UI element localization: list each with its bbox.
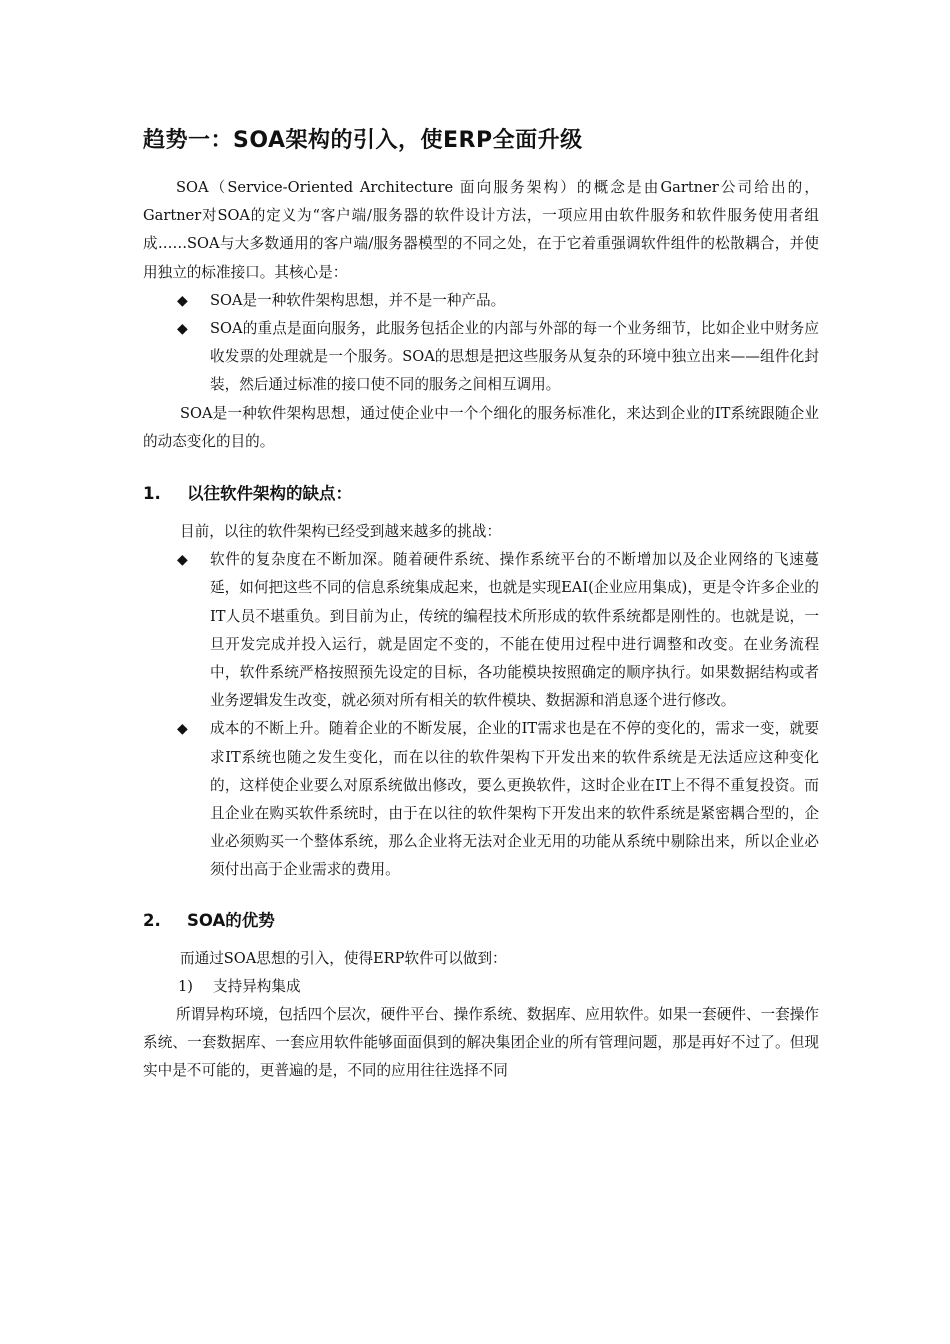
- list-item-text: SOA是一种软件架构思想，并不是一种产品。: [210, 291, 506, 309]
- section-1-heading: [143, 480, 819, 508]
- list-item: [143, 315, 819, 400]
- section-title: 以往软件架构的缺点：: [187, 484, 352, 504]
- section-1-bullet-list: [143, 546, 819, 884]
- numbered-item: [143, 973, 819, 1001]
- section-number: 1.: [143, 484, 161, 504]
- list-item: [143, 715, 819, 884]
- summary-paragraph: SOA是一种软件架构思想，通过使企业中一个个细化的服务标准化，来达到企业的IT系统跟随企业的动态变化的目的。: [143, 404, 819, 450]
- section-1-lead: 目前，以往的软件架构已经受到越来越多的挑战：: [180, 523, 502, 541]
- list-item: [143, 287, 819, 315]
- list-item-text: 成本的不断上升。随着企业的不断发展，企业的IT需求也是在不停的变化的，需求一变，就要求IT系统也随之发生变化，而在以往的软件架构下开发出来的软件系统是无法适应这种变化的，这样使企业要么对原系统做出修改，要么更换软件，这时企业在IT上不得不重复投资。而且企业在购买软件系统时，由于在以往的软件架构下开发出来的软件系统是紧密耦合型的，企业必须购买一个整体系统，那么企业将无法对企业无用的功能从系统中剔除出来，所以企业必须付出高于企业需求的费用。: [210, 720, 819, 879]
- section-2-paragraph: 所谓异构环境，包括四个层次，硬件平台、操作系统、数据库、应用软件。如果一套硬件、一套操作系统、一套数据库、一套应用软件能够面面俱到的解决集团企业的所有管理问题，那是再好不过了。但现实中是不可能的，更普遍的是，不同的应用往往选择不同: [143, 1006, 819, 1080]
- page-title: 趋势一：SOA架构的引入，使ERP全面升级: [143, 128, 583, 153]
- list-item-text: SOA的重点是面向服务，此服务包括企业的内部与外部的每一个业务细节，比如企业中财务应收发票的处理就是一个服务。SOA的思想是把这些服务从复杂的环境中独立出来——组件化封装，然后通过标准的接口使不同的服务之间相互调用。: [210, 320, 819, 394]
- item-label: 支持异构集成: [213, 977, 301, 995]
- diamond-bullet-icon: ◆: [177, 321, 188, 338]
- document-body: [143, 124, 819, 1086]
- section-2-lead: 而通过SOA思想的引入，使得ERP软件可以做到：: [180, 949, 507, 967]
- list-item-text: 软件的复杂度在不断加深。随着硬件系统、操作系统平台的不断增加以及企业网络的飞速蔓延，如何把这些不同的信息系统集成起来，也就是实现EAI(企业应用集成)，更是令许多企业的IT人员不堪重负。到目前为止，传统的编程技术所形成的软件系统都是刚性的。也就是说，一旦开发完成并投入运行，就是固定不变的，不能在使用过程中进行调整和改变。在业务流程中，软件系统严格按照预先设定的目标，各功能模块按照确定的顺序执行。如果数据结构或者业务逻辑发生改变，就必须对所有相关的软件模块、数据源和消息逐个进行修改。: [210, 551, 819, 710]
- diamond-bullet-icon: ◆: [177, 552, 188, 569]
- section-number: 2.: [143, 910, 161, 930]
- list-item: [143, 546, 819, 715]
- intro-paragraph: SOA（Service-Oriented Architecture 面向服务架构）的概念是由Gartner公司给出的，Gartner对SOA的定义为“客户端/服务器的软件设计方法，一项应用由软件服务和软件服务使用者组成……SOA与大多数通用的客户端/服务器模型的不同之处，在于它着重强调软件组件的松散耦合，并使用独立的标准接口。其核心是：: [143, 179, 819, 281]
- section-title: SOA的优势: [187, 910, 275, 930]
- item-number: 1): [178, 977, 193, 995]
- intro-bullet-list: [143, 287, 819, 400]
- diamond-bullet-icon: ◆: [177, 292, 188, 309]
- section-2-heading: [143, 907, 819, 935]
- diamond-bullet-icon: ◆: [177, 721, 188, 738]
